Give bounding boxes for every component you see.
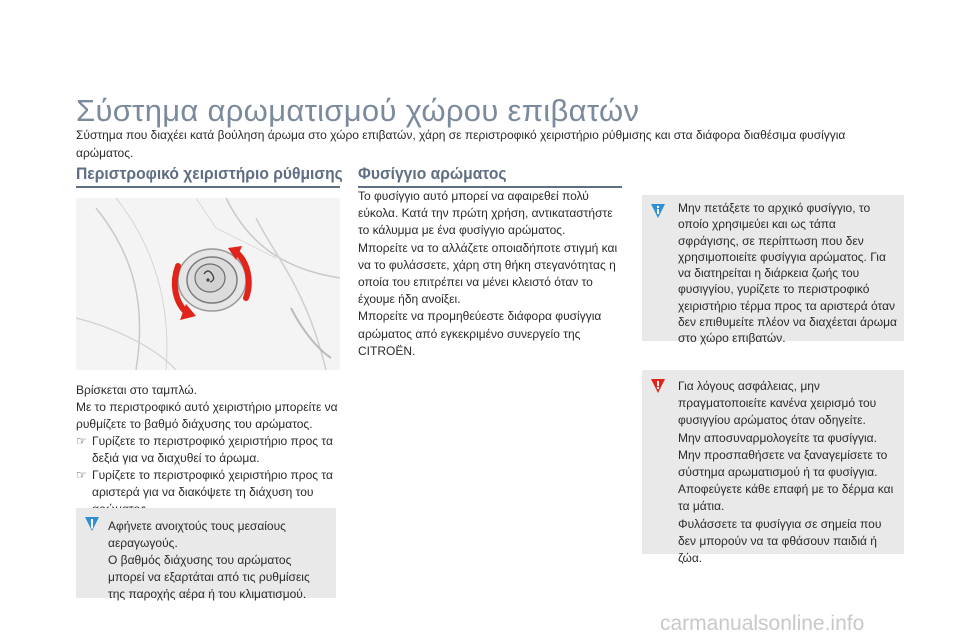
intro-text: Σύστημα που διαχέει κατά βούληση άρωμα στο χώρο επιβατών, χάρη σε περιστροφικό χειριστήριο ρύθμισης και στα διάφορα διαθέσιμα φυσίγγια αρώματος. <box>76 128 846 160</box>
knob-description-text: Με το περιστροφικό αυτό χειριστήριο μπορείτε να ρυθμίζετε το βαθμό διάχυσης του αρώματος. <box>76 400 338 431</box>
cartridge-section-heading: Φυσίγγιο αρώματος <box>358 164 507 183</box>
knob-location-text: Βρίσκεται στο ταμπλώ. <box>76 383 197 397</box>
warning-line: Αποφεύγετε κάθε επαφή με το δέρμα και τα μάτια. <box>678 482 894 514</box>
cartridge-info-box <box>642 195 904 346</box>
warning-line: Μην προσπαθήσετε να ξαναγεμίσετε το σύστημα αρωματισμού ή τα φυσίγγια. <box>678 447 888 480</box>
warning-line: Φυλάσσετε τα φυσίγγια σε σημεία που δεν μπορούν να τα φθάσουν παιδιά ή ζώα. <box>678 516 882 566</box>
warning-icon <box>650 378 666 394</box>
info-icon <box>650 203 666 219</box>
watermark: carmanualsonline.info <box>660 612 865 635</box>
bullet-text: Γυρίζετε το περιστροφικό χειριστήριο προς τα δεξιά για να διαχυθεί το άρωμα. <box>92 434 333 465</box>
info-line: Αφήνετε ανοιχτούς τους μεσαίους αεραγωγούς. <box>108 519 286 550</box>
bullet-text: Γυρίζετε το περιστροφικό χειριστήριο προς τα αριστερά για να διακόψετε τη διάχυση του <box>92 468 333 499</box>
warning-line: Για λόγους ασφάλειας, μην πραγματοποιείτε κανένα χειρισμό του φυσιγγίου αρώματος όταν οδηγείτε. <box>678 379 877 428</box>
cartridge-paragraph: Το φυσίγγιο αυτό μπορεί να αφαιρεθεί πολύ εύκολα. Κατά την πρώτη χρήση, αντικαταστήστε το κάλυμμα με ένα φυσίγγιο αρώματος. <box>358 189 613 238</box>
knob-section-heading: Περιστροφικό χειριστήριο ρύθμισης <box>76 164 343 183</box>
knob-section-body <box>76 382 346 518</box>
cartridge-section-body <box>358 188 620 360</box>
warning-box-text <box>678 378 898 567</box>
cartridge-paragraph: Μπορείτε να το αλλάζετε οποιαδήποτε στιγμή και να το φυλάσσετε, χάρη στη θήκη στεγανότητας η οποία του επιτρέπει να μένει κλειστό όταν το έχουμε ήδη ανοίξει. <box>358 240 618 307</box>
warning-line: Μην αποσυναρμολογείτε τα φυσίγγια. <box>678 430 877 445</box>
info-box-text <box>108 518 330 603</box>
cartridge-paragraph: Μπορείτε να προμηθεύεστε διάφορα φυσίγγια αρώματος από εγκεκριμένο συνεργείο της CITROËN. <box>358 309 602 358</box>
dashboard-knob-drawing <box>76 198 340 370</box>
square-bullet-icon: ☞ <box>76 434 87 448</box>
heading-underline <box>76 186 340 188</box>
info-line: Ο βαθμός διάχυσης του αρώματος μπορεί να εξαρτάται από τις ρυθμίσεις της παροχής αέρα ή του κλιματισμού. <box>108 553 310 601</box>
square-bullet-icon: ☞ <box>76 468 87 482</box>
info-box-text: Μην πετάξετε το αρχικό φυσίγγιο, το οποίο χρησιμεύει και ως τάπα σφράγισης, σε περίπτωση που δεν χρησιμοποιείτε φυσίγγια αρώματος. Για να διατηρείται η διάρκεια ζωής του φυσιγγίου, γυρίζετε το περιστροφικό χειριστήριο τέρμα προς τα αριστερά όταν δεν επιθυμείτε πλέον να διαχέεται άρωμα στο χώρο επιβατών. <box>678 201 897 346</box>
list-item <box>76 433 346 467</box>
air-vents-info-box <box>76 508 336 601</box>
knob-illustration <box>76 198 340 370</box>
page-title: Σύστημα αρωματισμού χώρου επιβατών <box>76 93 640 128</box>
info-icon <box>84 516 100 532</box>
safety-warning-box <box>642 370 904 566</box>
